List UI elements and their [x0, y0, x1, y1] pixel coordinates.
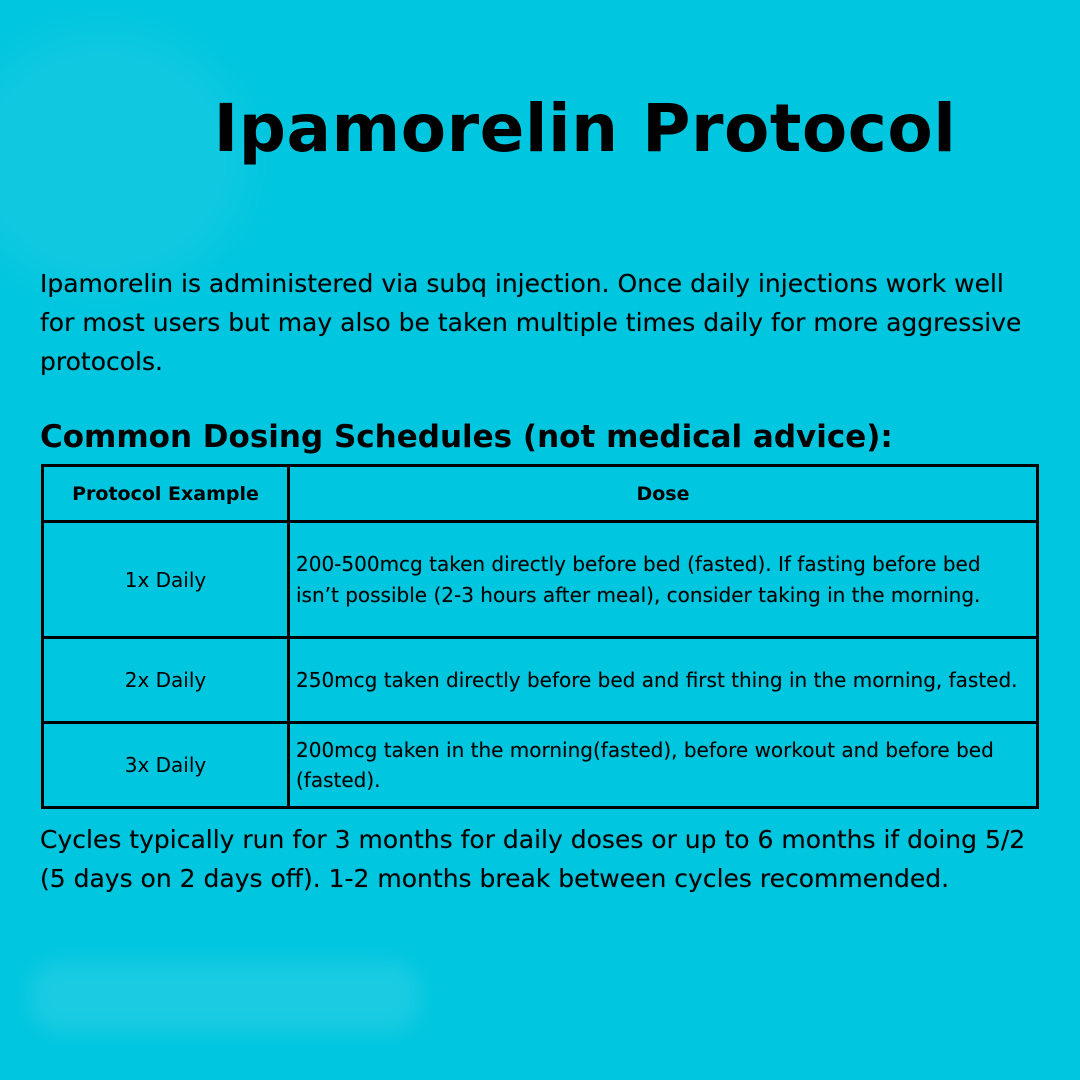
protocol-cell: 3x Daily — [43, 723, 289, 808]
table-row — [43, 638, 1038, 723]
column-header-dose: Dose — [289, 466, 1038, 522]
background-decoration — [30, 962, 420, 1032]
section-heading: Common Dosing Schedules (not medical advice): — [40, 419, 893, 455]
dosing-table — [41, 464, 1039, 809]
intro-paragraph: Ipamorelin is administered via subq injection. Once daily injections work well for most users but may also be taken multiple times daily for more aggressive protocols. — [40, 269, 1022, 376]
column-header-protocol: Protocol Example — [43, 466, 289, 522]
table-row — [43, 723, 1038, 808]
dose-cell: 200-500mcg taken directly before bed (fasted). If fasting before bed isn’t possible (2-3 hours after meal), consider taking in the morning. — [289, 522, 1038, 638]
protocol-cell: 2x Daily — [43, 638, 289, 723]
page-title: Ipamorelin Protocol — [213, 90, 957, 167]
dose-cell: 200mcg taken in the morning(fasted), before workout and before bed (fasted). — [289, 723, 1038, 808]
cycles-note: Cycles typically run for 3 months for daily doses or up to 6 months if doing 5/2 (5 days on 2 days off). 1-2 months break between cycles recommended. — [40, 825, 1026, 893]
table-row — [43, 522, 1038, 638]
table-header-row — [43, 466, 1038, 522]
dose-cell: 250mcg taken directly before bed and first thing in the morning, fasted. — [289, 638, 1038, 723]
protocol-cell: 1x Daily — [43, 522, 289, 638]
